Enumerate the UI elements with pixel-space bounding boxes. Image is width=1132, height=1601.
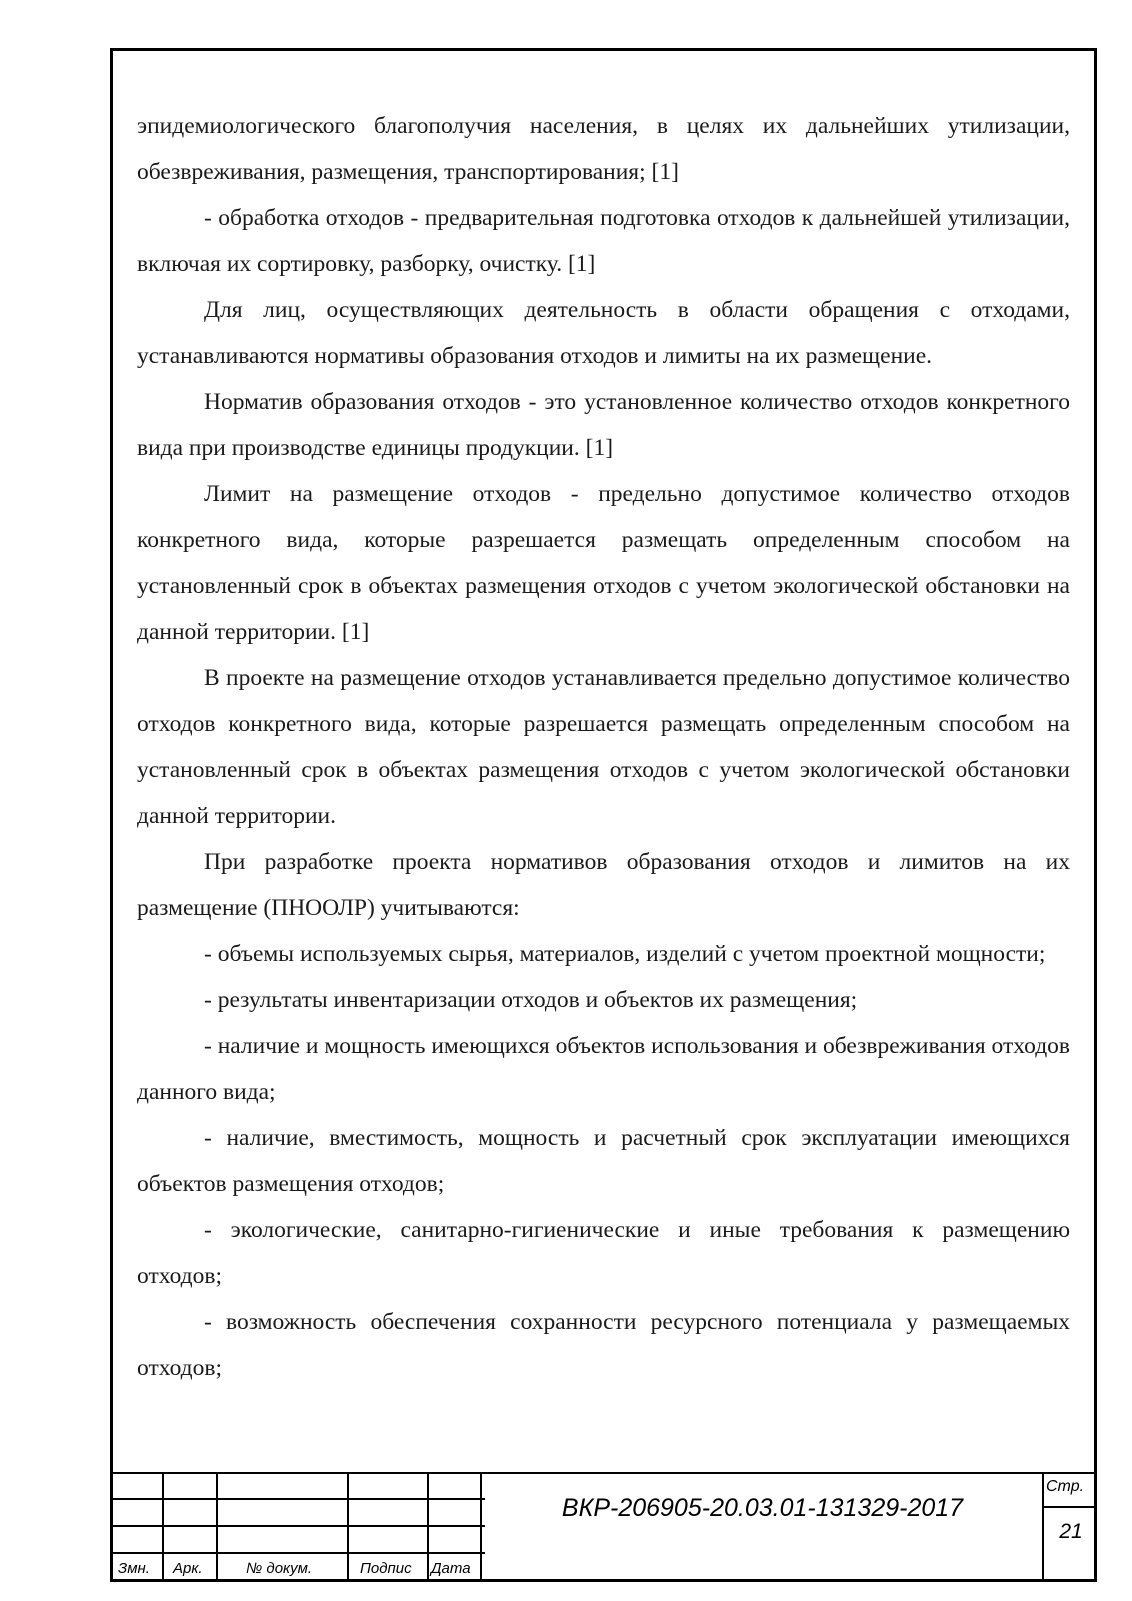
stamp-col-line-2	[216, 1472, 218, 1582]
paragraph: - экологические, санитарно-гигиенические и иные требования к размещению отходов;	[137, 1217, 1070, 1289]
paragraph: Лимит на размещение отходов - предельно допустимое количество отходов конкретного вида, которые разрешается размещать определенным способом на установленный срок в объектах размещения отходов с учетом экологической обстановки на данной территории. [1]	[137, 481, 1070, 645]
paragraph: В проекте на размещение отходов устанавливается предельно допустимое количество отходов конкретного вида, которые разрешается размещать определенным способом на установленный срок в объектах размещения отходов с учетом экологической обстановки данной территории.	[137, 665, 1070, 829]
stamp-header-signature: Подпис	[360, 1560, 412, 1577]
stamp-header-changes: Змн.	[118, 1560, 150, 1577]
paragraph: - обработка отходов - предварительная подготовка отходов к дальнейшей утилизации, включая их сортировку, разборку, очистку. [1]	[137, 205, 1070, 277]
stamp-header-date: Дата	[431, 1560, 471, 1577]
paragraph: - наличие, вместимость, мощность и расчетный срок эксплуатации имеющихся объектов размещения отходов;	[137, 1125, 1070, 1197]
paragraph: - возможность обеспечения сохранности ресурсного потенциала у размещаемых отходов;	[137, 1309, 1070, 1381]
document-body	[137, 103, 1070, 1391]
stamp-page-label-line	[1042, 1506, 1097, 1508]
stamp-top-border	[110, 1472, 1097, 1474]
paragraph: При разработке проекта нормативов образования отходов и лимитов на их размещение (ПНООЛР) учитываются:	[137, 849, 1070, 921]
paragraph: - объемы используемых сырья, материалов, изделий с учетом проектной мощности;	[204, 941, 1046, 967]
stamp-col-line-3	[347, 1472, 349, 1582]
document-code: ВКР-206905-20.03.01-131329-2017	[561, 1494, 964, 1522]
stamp-col-line-4	[427, 1472, 429, 1582]
stamp-col-line-6	[1042, 1472, 1044, 1582]
page-label: Стр.	[1046, 1478, 1085, 1495]
stamp-header-sheet: Арк.	[173, 1560, 203, 1577]
title-block	[110, 1472, 1097, 1582]
paragraph: Для лиц, осуществляющих деятельность в области обращения с отходами, устанавливаются нормативы образования отходов и лимиты на их размещение.	[137, 297, 1070, 369]
paragraph: - результаты инвентаризации отходов и объектов их размещения;	[204, 987, 858, 1013]
paragraph: Норматив образования отходов - это установленное количество отходов конкретного вида при производстве единицы продукции. [1]	[137, 389, 1070, 461]
paragraph: - наличие и мощность имеющихся объектов использования и обезвреживания отходов данного вида;	[137, 1033, 1070, 1105]
stamp-col-line-1	[162, 1472, 164, 1582]
page-number: 21	[1059, 1520, 1083, 1543]
paragraph: эпидемиологического благополучия населения, в целях их дальнейших утилизации, обезвреживания, размещения, транспортирования; [1]	[137, 113, 1070, 185]
stamp-col-line-5	[480, 1472, 482, 1582]
stamp-header-doc-number: № докум.	[246, 1560, 313, 1577]
page-frame	[110, 48, 1097, 1582]
